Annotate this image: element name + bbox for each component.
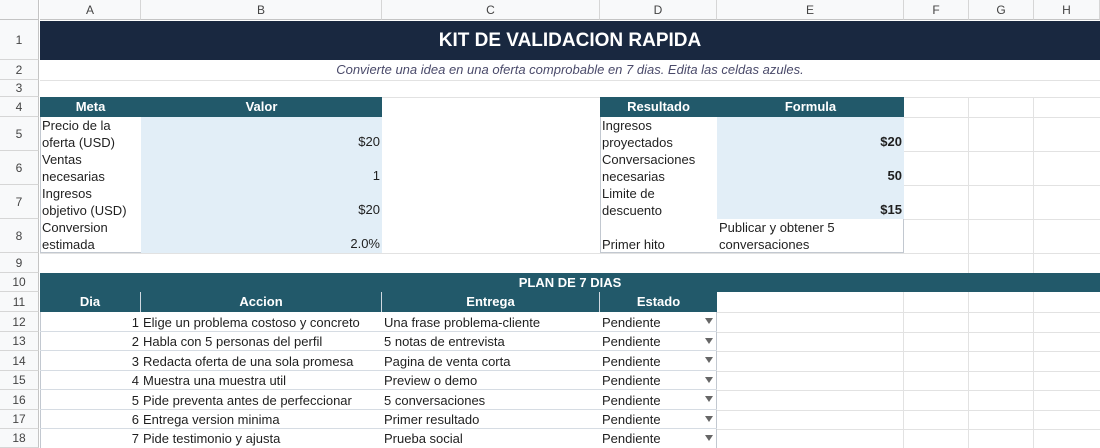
column-header-a[interactable]: A: [40, 0, 141, 20]
gridline: [904, 151, 1100, 152]
plan-entrega-cell[interactable]: 5 conversaciones: [384, 393, 486, 408]
gridline: [968, 292, 969, 448]
plan-estado-dropdown[interactable]: [600, 351, 717, 371]
estado-value: Pendiente: [602, 393, 661, 408]
plan-header-dia[interactable]: Dia: [40, 292, 141, 312]
input-value-cell[interactable]: $20: [141, 185, 382, 219]
gridline: [717, 371, 1100, 372]
dropdown-arrow-icon[interactable]: [705, 318, 713, 324]
gridline: [717, 351, 1100, 352]
column-header-f[interactable]: F: [904, 0, 969, 20]
column-header-e[interactable]: E: [717, 0, 904, 20]
plan-estado-dropdown[interactable]: [600, 371, 717, 390]
dropdown-arrow-icon[interactable]: [705, 338, 713, 344]
results-header-formula[interactable]: Formula: [717, 97, 904, 117]
table-row: [40, 332, 717, 351]
plan-title[interactable]: PLAN DE 7 DIAS: [40, 273, 1100, 292]
result-label[interactable]: Limite de descuento: [602, 186, 662, 218]
row-header-15[interactable]: 15: [0, 371, 39, 390]
column-header-d[interactable]: D: [600, 0, 717, 20]
row-header-6[interactable]: 6: [0, 151, 39, 185]
result-value-cell[interactable]: Publicar y obtener 5 conversaciones: [719, 220, 835, 252]
row-header-4[interactable]: 4: [0, 97, 39, 117]
dropdown-arrow-icon[interactable]: [705, 435, 713, 441]
column-header-g[interactable]: G: [969, 0, 1034, 20]
estado-value: Pendiente: [602, 315, 661, 330]
gridline: [1033, 97, 1034, 273]
dropdown-arrow-icon[interactable]: [705, 357, 713, 363]
dropdown-arrow-icon[interactable]: [705, 396, 713, 402]
gridline: [40, 253, 1100, 254]
plan-accion-cell[interactable]: Pide testimonio y ajusta: [143, 431, 281, 446]
plan-dia-cell[interactable]: 5: [131, 393, 139, 408]
estado-value: Pendiente: [602, 431, 661, 446]
inputs-header-valor[interactable]: Valor: [141, 97, 382, 117]
row-header-13[interactable]: 13: [0, 332, 39, 351]
estado-value: Pendiente: [602, 334, 661, 349]
row-header-1[interactable]: 1: [0, 20, 39, 60]
plan-dia-cell[interactable]: 3: [131, 354, 139, 369]
plan-accion-cell[interactable]: Pide preventa antes de perfeccionar: [143, 393, 352, 408]
row-header-12[interactable]: 12: [0, 312, 39, 332]
input-label[interactable]: Conversion estimada: [42, 220, 108, 252]
gridline: [717, 332, 1100, 333]
result-value-cell[interactable]: $20: [717, 117, 904, 151]
gridline: [904, 185, 1100, 186]
row-header-7[interactable]: 7: [0, 185, 39, 219]
input-label[interactable]: Precio de la oferta (USD): [42, 118, 115, 150]
table-row: [40, 371, 717, 390]
table-row: [40, 429, 717, 448]
column-header-b[interactable]: B: [141, 0, 382, 20]
gridline: [903, 292, 904, 448]
result-value-cell[interactable]: 50: [717, 151, 904, 185]
table-row: [40, 390, 717, 410]
results-header-resultado[interactable]: Resultado: [600, 97, 717, 117]
dropdown-arrow-icon[interactable]: [705, 377, 713, 383]
gridline: [904, 219, 1100, 220]
estado-value: Pendiente: [602, 373, 661, 388]
gridline: [717, 312, 1100, 313]
row-header-9[interactable]: 9: [0, 253, 39, 273]
row-header-16[interactable]: 16: [0, 390, 39, 410]
column-header-c[interactable]: C: [382, 0, 600, 20]
row-header-3[interactable]: 3: [0, 80, 39, 97]
plan-accion-cell[interactable]: Muestra una muestra util: [143, 373, 287, 388]
gridline: [968, 97, 969, 273]
table-row: [40, 351, 717, 371]
plan-entrega-cell[interactable]: Primer resultado: [384, 412, 480, 427]
plan-accion-cell[interactable]: Entrega version minima: [143, 412, 280, 427]
row-header-14[interactable]: 14: [0, 351, 39, 371]
plan-entrega-cell[interactable]: Pagina de venta corta: [384, 354, 511, 369]
row-header-17[interactable]: 17: [0, 410, 39, 429]
result-label[interactable]: Conversaciones necesarias: [602, 152, 696, 184]
input-label[interactable]: Ingresos objetivo (USD): [42, 186, 127, 218]
gridline: [1033, 292, 1034, 448]
row-header-8[interactable]: 8: [0, 219, 39, 253]
row-header-11[interactable]: 11: [0, 292, 39, 312]
plan-entrega-cell[interactable]: Una frase problema-cliente: [384, 315, 541, 330]
input-label[interactable]: Ventas necesarias: [42, 152, 105, 184]
plan-dia-cell[interactable]: 2: [131, 334, 139, 349]
result-label[interactable]: Ingresos proyectados: [602, 118, 673, 150]
row-header-2[interactable]: 2: [0, 60, 39, 80]
result-value-cell[interactable]: $15: [717, 185, 904, 219]
gridline: [904, 117, 1100, 118]
plan-header-estado[interactable]: Estado: [600, 292, 717, 312]
result-label[interactable]: Primer hito: [602, 237, 665, 252]
plan-dia-cell[interactable]: 7: [131, 431, 139, 446]
plan-dia-cell[interactable]: 1: [131, 315, 139, 330]
plan-entrega-cell[interactable]: 5 notas de entrevista: [384, 334, 505, 349]
plan-estado-dropdown[interactable]: [600, 390, 717, 410]
plan-estado-dropdown[interactable]: [600, 312, 717, 332]
input-value-cell[interactable]: $20: [141, 117, 382, 151]
plan-dia-cell[interactable]: 6: [131, 412, 139, 427]
estado-value: Pendiente: [602, 412, 661, 427]
table-row: [40, 312, 717, 332]
plan-estado-dropdown[interactable]: [600, 410, 717, 429]
sheet-subtitle[interactable]: Convierte una idea en una oferta comprobable en 7 dias. Edita las celdas azules.: [336, 62, 804, 77]
plan-accion-cell[interactable]: Redacta oferta de una sola promesa: [143, 354, 354, 369]
table-row: [40, 410, 717, 429]
plan-entrega-cell[interactable]: Preview o demo: [384, 373, 478, 388]
plan-accion-cell[interactable]: Elige un problema costoso y concreto: [143, 315, 360, 330]
plan-accion-cell[interactable]: Habla con 5 personas del perfil: [143, 334, 323, 349]
column-header-h[interactable]: H: [1034, 0, 1100, 20]
row-header-10[interactable]: 10: [0, 273, 39, 292]
row-header-5[interactable]: 5: [0, 117, 39, 151]
select-all-corner[interactable]: [0, 0, 39, 20]
plan-entrega-cell[interactable]: Prueba social: [384, 431, 463, 446]
plan-dia-cell[interactable]: 4: [131, 373, 139, 388]
gridline: [717, 429, 1100, 430]
gridline: [717, 390, 1100, 391]
plan-estado-dropdown[interactable]: [600, 429, 717, 448]
plan-estado-dropdown[interactable]: [600, 332, 717, 351]
gridline: [40, 80, 1100, 81]
plan-header-entrega[interactable]: Entrega: [382, 292, 600, 312]
input-value-cell[interactable]: 1: [141, 151, 382, 185]
sheet-title[interactable]: KIT DE VALIDACION RAPIDA: [40, 21, 1100, 60]
estado-value: Pendiente: [602, 354, 661, 369]
gridline: [717, 410, 1100, 411]
row-header-18[interactable]: 18: [0, 429, 39, 448]
input-value-cell[interactable]: 2.0%: [141, 219, 382, 253]
dropdown-arrow-icon[interactable]: [705, 416, 713, 422]
plan-header-accion[interactable]: Accion: [141, 292, 382, 312]
inputs-header-meta[interactable]: Meta: [40, 97, 141, 117]
